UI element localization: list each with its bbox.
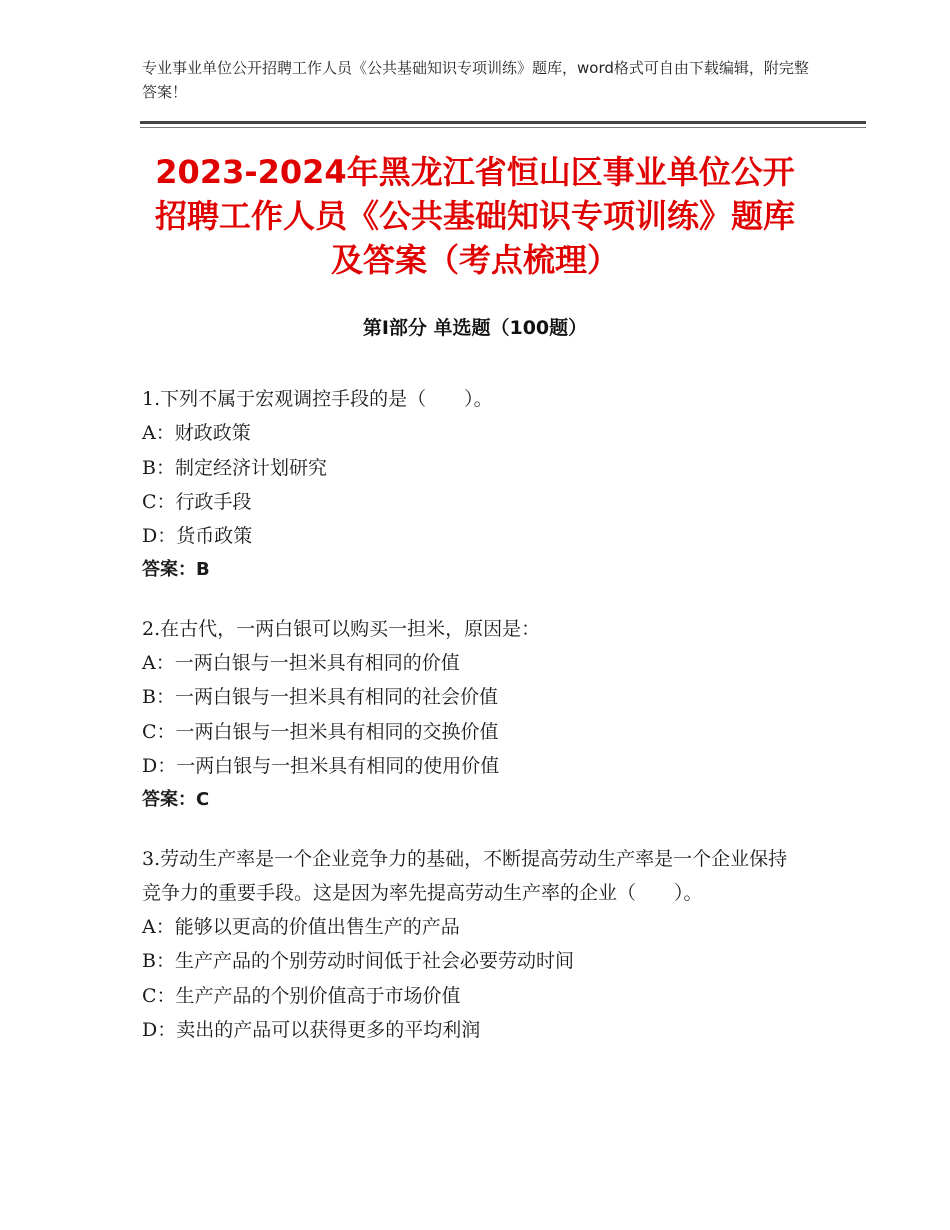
option-c: C：一两白银与一担米具有相同的交换价值 <box>142 720 499 743</box>
option-c: C：生产产品的个别价值高于市场价值 <box>142 984 461 1007</box>
option-d: D：卖出的产品可以获得更多的平均利润 <box>142 1019 481 1042</box>
option-d: D：货币政策 <box>142 525 253 548</box>
header-note: 专业事业单位公开招聘工作人员《公共基础知识专项训练》题库，word格式可自由下载编辑，附完整答案！ <box>142 59 809 101</box>
question-list <box>142 382 802 1071</box>
option-b: B：制定经济计划研究 <box>142 456 327 479</box>
option-c: C：行政手段 <box>142 490 252 513</box>
question-2 <box>142 612 802 818</box>
answer-line: 答案：C <box>142 789 210 811</box>
question-3 <box>142 842 802 1048</box>
question-1 <box>142 382 802 588</box>
option-a: A：一两白银与一担米具有相同的价值 <box>142 652 460 675</box>
header-divider-thin <box>140 127 866 128</box>
option-b: B：一两白银与一担米具有相同的社会价值 <box>142 686 498 709</box>
header-divider-thick <box>140 121 866 124</box>
question-stem: 2.在古代，一两白银可以购买一担米，原因是： <box>142 617 541 640</box>
question-stem: 1.下列不属于宏观调控手段的是（ ）。 <box>142 388 493 410</box>
option-a: A：能够以更高的价值出售生产的产品 <box>142 916 460 939</box>
document-title: 2023-2024年黑龙江省恒山区事业单位公开招聘工作人员《公共基础知识专项训练》题库及答案（考点梳理） <box>154 153 795 279</box>
option-d: D：一两白银与一担米具有相同的使用价值 <box>142 754 500 777</box>
section-title: 第Ⅰ部分 单选题（100题） <box>362 317 588 339</box>
question-stem: 3.劳动生产率是一个企业竞争力的基础，不断提高劳动生产率是一个企业保持竞争力的重要手段。这是因为率先提高劳动生产率的企业（ ）。 <box>142 847 788 904</box>
option-b: B：生产产品的个别劳动时间低于社会必要劳动时间 <box>142 950 574 973</box>
answer-line: 答案：B <box>142 559 210 581</box>
option-a: A：财政政策 <box>142 422 251 445</box>
